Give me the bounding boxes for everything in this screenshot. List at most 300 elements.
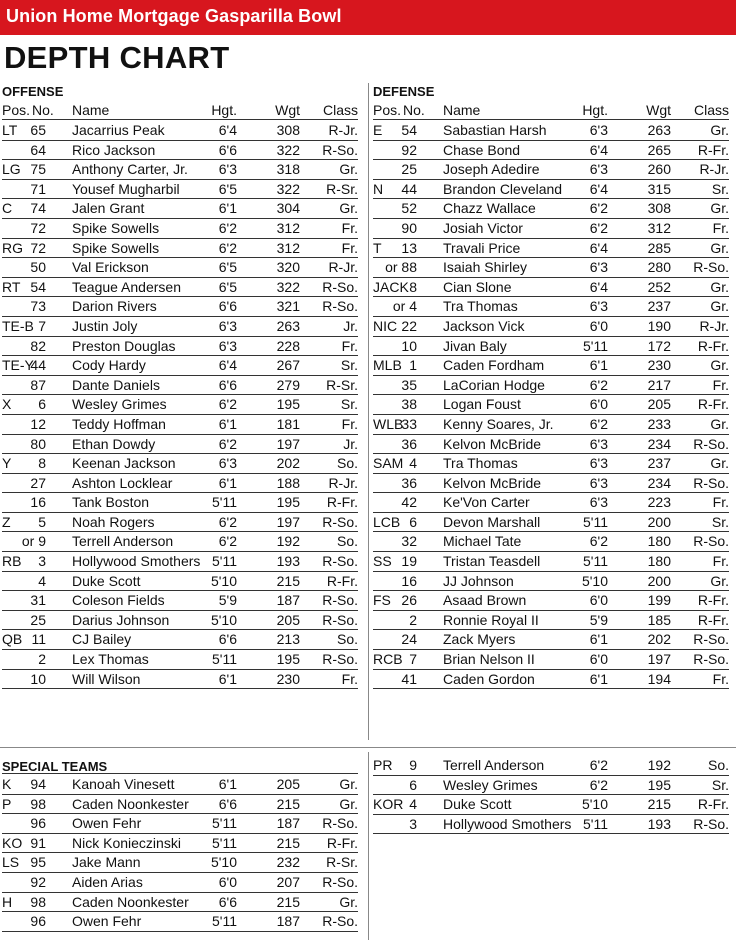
player-name-cell: Jalen Grant bbox=[72, 200, 145, 217]
height-cell: 5'9 bbox=[218, 592, 237, 609]
class-cell: So. bbox=[707, 757, 729, 773]
class-cell: R-So. bbox=[693, 651, 729, 668]
table-row bbox=[2, 552, 358, 572]
class-cell: R-Sr. bbox=[326, 180, 358, 197]
table-row bbox=[373, 670, 729, 690]
number-cell: 10 bbox=[401, 337, 417, 354]
weight-cell: 234 bbox=[647, 474, 671, 491]
number-cell: 87 bbox=[30, 376, 46, 393]
number-cell: 8 bbox=[38, 455, 46, 472]
weight-cell: 304 bbox=[276, 200, 300, 217]
header-wgt: Wgt bbox=[646, 102, 671, 118]
table-row bbox=[373, 219, 729, 239]
class-cell: Fr. bbox=[341, 415, 358, 432]
number-cell: 54 bbox=[401, 122, 417, 138]
height-cell: 6'6 bbox=[218, 893, 237, 910]
class-cell: R-Fr. bbox=[697, 396, 729, 413]
number-cell: 5 bbox=[38, 513, 46, 530]
class-cell: Sr. bbox=[340, 396, 358, 413]
weight-cell: 202 bbox=[647, 631, 671, 648]
height-cell: 6'2 bbox=[589, 415, 608, 432]
table-row bbox=[2, 670, 358, 690]
weight-cell: 187 bbox=[276, 592, 300, 609]
weight-cell: 228 bbox=[276, 337, 300, 354]
height-cell: 6'0 bbox=[218, 873, 237, 890]
class-cell: Gr. bbox=[710, 200, 729, 217]
weight-cell: 205 bbox=[276, 611, 300, 628]
weight-cell: 312 bbox=[647, 219, 671, 236]
player-name-cell: Rico Jackson bbox=[72, 141, 156, 158]
height-cell: 5'10 bbox=[581, 572, 608, 589]
table-row bbox=[2, 297, 358, 317]
table-row bbox=[2, 356, 358, 376]
table-row bbox=[2, 532, 358, 552]
position-cell: SAM bbox=[373, 455, 404, 472]
weight-cell: 193 bbox=[276, 553, 300, 570]
weight-cell: 197 bbox=[276, 435, 300, 452]
player-name-cell: Preston Douglas bbox=[72, 337, 176, 354]
class-cell: R-So. bbox=[693, 474, 729, 491]
banner-title: Union Home Mortgage Gasparilla Bowl bbox=[6, 6, 342, 26]
weight-cell: 312 bbox=[276, 219, 300, 236]
weight-cell: 230 bbox=[647, 357, 671, 374]
weight-cell: 199 bbox=[647, 592, 671, 609]
position-cell: TE-Y bbox=[2, 357, 34, 374]
player-name-cell: Darius Johnson bbox=[72, 611, 170, 628]
weight-cell: 223 bbox=[647, 494, 671, 511]
position-cell: NIC bbox=[373, 317, 398, 334]
height-cell: 6'3 bbox=[218, 337, 237, 354]
player-name-cell: Owen Fehr bbox=[72, 815, 142, 832]
table-row bbox=[373, 591, 729, 611]
weight-cell: 181 bbox=[276, 415, 300, 432]
table-row bbox=[2, 775, 358, 795]
class-cell: Sr. bbox=[711, 513, 729, 530]
height-cell: 6'1 bbox=[218, 776, 237, 792]
table-row bbox=[373, 572, 729, 592]
number-cell: 72 bbox=[30, 239, 46, 256]
table-row bbox=[2, 572, 358, 592]
table-row bbox=[2, 141, 358, 161]
table-row bbox=[2, 814, 358, 834]
section-title-defense: DEFENSE bbox=[373, 84, 435, 99]
number-cell: or 88 bbox=[385, 259, 417, 276]
player-name-cell: Cody Hardy bbox=[72, 357, 146, 374]
player-name-cell: Jivan Baly bbox=[443, 337, 507, 354]
number-cell: 31 bbox=[30, 592, 46, 609]
table-row bbox=[2, 395, 358, 415]
class-cell: R-Fr. bbox=[697, 611, 729, 628]
player-name-cell: Nick Konieczinski bbox=[72, 834, 181, 851]
section-title-special-teams: SPECIAL TEAMS bbox=[2, 760, 358, 774]
class-cell: R-Sr. bbox=[326, 854, 358, 871]
number-cell: 26 bbox=[401, 592, 417, 609]
position-cell: LCB bbox=[373, 513, 401, 530]
table-header bbox=[373, 102, 729, 120]
table-row bbox=[373, 795, 729, 815]
number-cell: 35 bbox=[401, 376, 417, 393]
class-cell: R-Fr. bbox=[697, 337, 729, 354]
class-cell: R-Fr. bbox=[326, 572, 358, 589]
column-divider bbox=[368, 83, 369, 740]
number-cell: 33 bbox=[401, 415, 417, 432]
number-cell: 19 bbox=[401, 553, 417, 570]
height-cell: 6'3 bbox=[589, 122, 608, 138]
weight-cell: 200 bbox=[647, 572, 671, 589]
table-row bbox=[2, 795, 358, 815]
table-row bbox=[373, 395, 729, 415]
table-row bbox=[373, 317, 729, 337]
weight-cell: 213 bbox=[276, 631, 300, 648]
number-cell: 91 bbox=[30, 834, 46, 851]
number-cell: 92 bbox=[30, 873, 46, 890]
position-cell: C bbox=[2, 200, 13, 217]
number-cell: 25 bbox=[401, 161, 417, 178]
height-cell: 6'2 bbox=[218, 513, 237, 530]
class-cell: R-So. bbox=[322, 592, 358, 609]
number-cell: 2 bbox=[38, 651, 46, 668]
special-teams-divider bbox=[368, 752, 369, 940]
number-cell: 42 bbox=[401, 494, 417, 511]
weight-cell: 280 bbox=[647, 259, 671, 276]
player-name-cell: Kanoah Vinesett bbox=[72, 776, 175, 792]
table-row bbox=[373, 630, 729, 650]
table-row bbox=[2, 435, 358, 455]
height-cell: 6'0 bbox=[589, 317, 608, 334]
player-name-cell: Keenan Jackson bbox=[72, 455, 176, 472]
table-row bbox=[2, 454, 358, 474]
height-cell: 6'5 bbox=[218, 278, 237, 295]
position-cell: WLB bbox=[373, 415, 404, 432]
player-name-cell: Ashton Locklear bbox=[72, 474, 173, 491]
player-name-cell: Joseph Adedire bbox=[443, 161, 540, 178]
player-name-cell: Ronnie Royal II bbox=[443, 611, 539, 628]
height-cell: 6'5 bbox=[218, 259, 237, 276]
number-cell: 6 bbox=[38, 396, 46, 413]
height-cell: 6'1 bbox=[589, 631, 608, 648]
player-name-cell: Owen Fehr bbox=[72, 913, 142, 930]
height-cell: 6'3 bbox=[589, 435, 608, 452]
number-cell: 44 bbox=[401, 180, 417, 197]
class-cell: Jr. bbox=[343, 435, 358, 452]
height-cell: 6'3 bbox=[218, 317, 237, 334]
table-row bbox=[2, 611, 358, 631]
weight-cell: 205 bbox=[647, 396, 671, 413]
number-cell: 80 bbox=[30, 435, 46, 452]
player-name-cell: Brian Nelson II bbox=[443, 651, 535, 668]
number-cell: 64 bbox=[30, 141, 46, 158]
height-cell: 6'3 bbox=[218, 161, 237, 178]
table-row bbox=[373, 160, 729, 180]
number-cell: or 4 bbox=[392, 298, 417, 315]
header-no: No. bbox=[403, 102, 425, 118]
table-row bbox=[373, 435, 729, 455]
class-cell: Fr. bbox=[341, 337, 358, 354]
header-class: Class bbox=[322, 102, 358, 118]
position-cell: JACK bbox=[373, 278, 409, 295]
number-cell: 75 bbox=[30, 161, 46, 178]
player-name-cell: Jake Mann bbox=[72, 854, 141, 871]
table-row bbox=[373, 815, 729, 835]
table-row bbox=[2, 219, 358, 239]
height-cell: 5'9 bbox=[589, 611, 608, 628]
class-cell: Gr. bbox=[339, 795, 358, 812]
table-row bbox=[2, 912, 358, 932]
table-row bbox=[373, 239, 729, 259]
number-cell: 50 bbox=[30, 259, 46, 276]
height-cell: 6'6 bbox=[218, 631, 237, 648]
player-name-cell: Caden Noonkester bbox=[72, 893, 189, 910]
player-name-cell: Dante Daniels bbox=[72, 376, 160, 393]
number-cell: 4 bbox=[409, 796, 417, 813]
number-cell: 4 bbox=[38, 572, 46, 589]
weight-cell: 237 bbox=[647, 455, 671, 472]
height-cell: 6'4 bbox=[589, 180, 608, 197]
height-cell: 6'3 bbox=[589, 494, 608, 511]
weight-cell: 230 bbox=[276, 670, 300, 687]
class-cell: Fr. bbox=[712, 219, 729, 236]
weight-cell: 215 bbox=[276, 795, 300, 812]
number-cell: 8 bbox=[409, 278, 417, 295]
class-cell: R-So. bbox=[322, 913, 358, 930]
weight-cell: 195 bbox=[276, 396, 300, 413]
class-cell: Gr. bbox=[710, 455, 729, 472]
number-cell: 96 bbox=[30, 815, 46, 832]
weight-cell: 321 bbox=[276, 298, 300, 315]
position-cell: K bbox=[2, 776, 12, 792]
class-cell: R-So. bbox=[322, 513, 358, 530]
class-cell: Sr. bbox=[340, 357, 358, 374]
weight-cell: 207 bbox=[276, 873, 300, 890]
table-row bbox=[2, 258, 358, 278]
player-name-cell: Hollywood Smothers bbox=[443, 815, 572, 832]
table-row bbox=[2, 317, 358, 337]
player-name-cell: Ke'Von Carter bbox=[443, 494, 530, 511]
player-name-cell: Caden Noonkester bbox=[72, 795, 189, 812]
weight-cell: 187 bbox=[276, 913, 300, 930]
height-cell: 6'0 bbox=[589, 651, 608, 668]
height-cell: 5'11 bbox=[212, 815, 237, 832]
weight-cell: 322 bbox=[276, 180, 300, 197]
number-cell: 32 bbox=[401, 533, 417, 550]
player-name-cell: Zack Myers bbox=[443, 631, 516, 648]
table-row bbox=[2, 160, 358, 180]
table-row bbox=[2, 650, 358, 670]
header-pos: Pos. bbox=[373, 102, 402, 118]
table-row bbox=[2, 278, 358, 298]
position-cell: LS bbox=[2, 854, 20, 871]
height-cell: 6'2 bbox=[218, 239, 237, 256]
player-name-cell: Tank Boston bbox=[72, 494, 150, 511]
height-cell: 6'6 bbox=[218, 795, 237, 812]
weight-cell: 180 bbox=[647, 533, 671, 550]
class-cell: R-Jr. bbox=[699, 161, 729, 178]
class-cell: Fr. bbox=[712, 494, 729, 511]
weight-cell: 205 bbox=[276, 776, 300, 792]
player-name-cell: Chazz Wallace bbox=[443, 200, 536, 217]
number-cell: 72 bbox=[30, 219, 46, 236]
position-cell: QB bbox=[2, 631, 23, 648]
number-cell: 3 bbox=[38, 553, 46, 570]
position-cell: X bbox=[2, 396, 12, 413]
weight-cell: 180 bbox=[647, 553, 671, 570]
player-name-cell: Cian Slone bbox=[443, 278, 512, 295]
number-cell: 11 bbox=[31, 631, 46, 648]
weight-cell: 195 bbox=[276, 651, 300, 668]
weight-cell: 192 bbox=[276, 533, 300, 550]
player-name-cell: LaCorian Hodge bbox=[443, 376, 545, 393]
table-row bbox=[373, 376, 729, 396]
height-cell: 6'3 bbox=[589, 161, 608, 178]
weight-cell: 279 bbox=[276, 376, 300, 393]
weight-cell: 237 bbox=[647, 298, 671, 315]
class-cell: R-So. bbox=[322, 141, 358, 158]
table-row bbox=[2, 121, 358, 141]
height-cell: 6'1 bbox=[218, 474, 237, 491]
height-cell: 5'11 bbox=[212, 553, 237, 570]
position-cell: SS bbox=[373, 553, 392, 570]
class-cell: So. bbox=[336, 631, 358, 648]
position-cell: P bbox=[2, 795, 12, 812]
weight-cell: 195 bbox=[647, 776, 671, 793]
height-cell: 6'2 bbox=[589, 219, 608, 236]
player-name-cell: Lex Thomas bbox=[72, 651, 149, 668]
height-cell: 6'2 bbox=[589, 776, 608, 793]
number-cell: 6 bbox=[409, 776, 417, 793]
number-cell: 65 bbox=[30, 122, 46, 138]
height-cell: 5'11 bbox=[583, 553, 608, 570]
class-cell: Gr. bbox=[710, 298, 729, 315]
class-cell: R-So. bbox=[322, 298, 358, 315]
height-cell: 6'4 bbox=[589, 239, 608, 256]
class-cell: Gr. bbox=[339, 161, 358, 178]
position-cell: RT bbox=[2, 278, 21, 295]
class-cell: R-So. bbox=[322, 611, 358, 628]
player-name-cell: Duke Scott bbox=[72, 572, 141, 589]
height-cell: 6'1 bbox=[589, 670, 608, 687]
table-row bbox=[2, 474, 358, 494]
number-cell: 10 bbox=[30, 670, 46, 687]
height-cell: 5'10 bbox=[210, 611, 237, 628]
weight-cell: 308 bbox=[276, 122, 300, 138]
table-row bbox=[2, 893, 358, 913]
header-name: Name bbox=[72, 102, 110, 118]
number-cell: 96 bbox=[30, 913, 46, 930]
weight-cell: 217 bbox=[647, 376, 671, 393]
class-cell: So. bbox=[336, 455, 358, 472]
class-cell: Fr. bbox=[341, 670, 358, 687]
table-row bbox=[373, 532, 729, 552]
number-cell: 36 bbox=[401, 435, 417, 452]
class-cell: R-So. bbox=[322, 553, 358, 570]
class-cell: R-Fr. bbox=[697, 141, 729, 158]
height-cell: 6'2 bbox=[218, 533, 237, 550]
weight-cell: 232 bbox=[276, 854, 300, 871]
number-cell: 6 bbox=[409, 513, 417, 530]
position-cell: Y bbox=[2, 455, 12, 472]
height-cell: 5'11 bbox=[212, 494, 237, 511]
height-cell: 6'3 bbox=[589, 298, 608, 315]
table-row bbox=[373, 297, 729, 317]
weight-cell: 194 bbox=[647, 670, 671, 687]
class-cell: Jr. bbox=[343, 317, 358, 334]
number-cell: 22 bbox=[401, 317, 417, 334]
table-row bbox=[2, 591, 358, 611]
player-name-cell: Wesley Grimes bbox=[443, 776, 538, 793]
table-row bbox=[373, 415, 729, 435]
class-cell: Gr. bbox=[710, 239, 729, 256]
player-name-cell: Terrell Anderson bbox=[72, 533, 174, 550]
weight-cell: 233 bbox=[647, 415, 671, 432]
height-cell: 6'2 bbox=[218, 396, 237, 413]
class-cell: Gr. bbox=[710, 572, 729, 589]
class-cell: Gr. bbox=[710, 415, 729, 432]
player-name-cell: Aiden Arias bbox=[72, 873, 143, 890]
number-cell: 82 bbox=[30, 337, 46, 354]
weight-cell: 322 bbox=[276, 141, 300, 158]
number-cell: 3 bbox=[409, 815, 417, 832]
weight-cell: 318 bbox=[276, 161, 300, 178]
class-cell: R-Fr. bbox=[326, 494, 358, 511]
table-row bbox=[373, 493, 729, 513]
height-cell: 6'5 bbox=[218, 180, 237, 197]
number-cell: 9 bbox=[409, 757, 417, 773]
defense-rows bbox=[373, 121, 729, 689]
number-cell: 2 bbox=[409, 611, 417, 628]
table-row bbox=[2, 376, 358, 396]
table-row bbox=[373, 199, 729, 219]
player-name-cell: Coleson Fields bbox=[72, 592, 165, 609]
number-cell: 36 bbox=[401, 474, 417, 491]
class-cell: Gr. bbox=[339, 200, 358, 217]
header-pos: Pos. bbox=[2, 102, 31, 118]
header-hgt: Hgt. bbox=[211, 102, 237, 118]
weight-cell: 265 bbox=[647, 141, 671, 158]
class-cell: R-So. bbox=[322, 873, 358, 890]
class-cell: R-Fr. bbox=[697, 592, 729, 609]
number-cell: 38 bbox=[401, 396, 417, 413]
section-title-offense: OFFENSE bbox=[2, 84, 64, 99]
weight-cell: 267 bbox=[276, 357, 300, 374]
weight-cell: 192 bbox=[647, 757, 671, 773]
height-cell: 6'2 bbox=[589, 200, 608, 217]
player-name-cell: Spike Sowells bbox=[72, 219, 160, 236]
table-row bbox=[373, 611, 729, 631]
weight-cell: 320 bbox=[276, 259, 300, 276]
class-cell: R-So. bbox=[322, 651, 358, 668]
player-name-cell: Tristan Teasdell bbox=[443, 553, 541, 570]
number-cell: 52 bbox=[401, 200, 417, 217]
player-name-cell: Sabastian Harsh bbox=[443, 122, 547, 138]
table-row bbox=[2, 337, 358, 357]
weight-cell: 215 bbox=[276, 572, 300, 589]
weight-cell: 202 bbox=[276, 455, 300, 472]
number-cell: 1 bbox=[409, 357, 417, 374]
class-cell: Fr. bbox=[341, 239, 358, 256]
player-name-cell: Ethan Dowdy bbox=[72, 435, 156, 452]
table-row bbox=[373, 513, 729, 533]
player-name-cell: Yousef Mugharbil bbox=[72, 180, 180, 197]
table-row bbox=[373, 337, 729, 357]
table-row bbox=[2, 873, 358, 893]
player-name-cell: Jackson Vick bbox=[443, 317, 525, 334]
table-row bbox=[373, 121, 729, 141]
height-cell: 6'0 bbox=[589, 396, 608, 413]
class-cell: Sr. bbox=[711, 776, 729, 793]
player-name-cell: Wesley Grimes bbox=[72, 396, 167, 413]
position-cell: KO bbox=[2, 834, 23, 851]
class-cell: R-So. bbox=[322, 278, 358, 295]
